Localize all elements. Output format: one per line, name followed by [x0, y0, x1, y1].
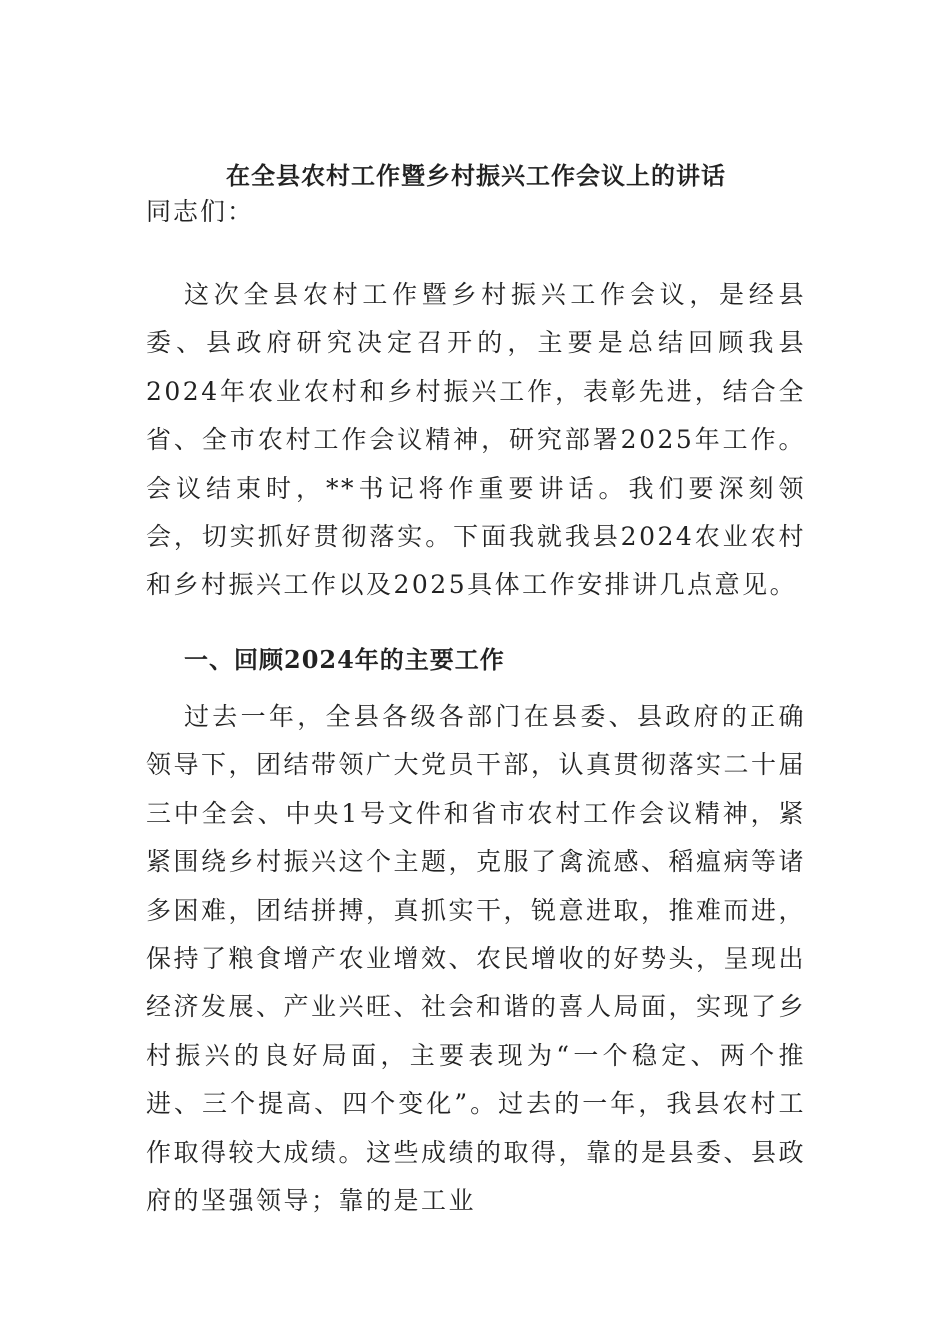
document-title: 在全县农村工作暨乡村振兴工作会议上的讲话: [226, 161, 726, 190]
paragraph-review: 过去一年，全县各级各部门在县委、县政府的正确领导下，团结带领广大党员干部，认真贯彻落实二十届三中全会、中央1号文件和省市农村工作会议精神，紧紧围绕乡村振兴这个主题，克服了禽流感、稻瘟病等诸多困难，团结拼搏，真抓实干，锐意进取，推难而进，保持了粮食增产农业增效、农民增收的好势头，呈现出经济发展、产业兴旺、社会和谐的喜人局面，实现了乡村振兴的良好局面，主要表现为“一个稳定、两个推进、三个提高、四个变化”。过去的一年，我县农村工作取得较大成绩。这些成绩的取得，靠的是县委、县政府的坚强领导；靠的是工业: [146, 702, 807, 1216]
section-heading-1: 一、回顾2024年的主要工作: [184, 645, 505, 674]
salutation: 同志们：: [146, 197, 255, 226]
paragraph-intro: 这次全县农村工作暨乡村振兴工作会议，是经县委、县政府研究决定召开的，主要是总结回顾我县2024年农业农村和乡村振兴工作，表彰先进，结合全省、全市农村工作会议精神，研究部署2025年工作。会议结束时，**书记将作重要讲话。我们要深刻领会，切实抓好贯彻落实。下面我就我县2024农业农村和乡村振兴工作以及2025具体工作安排讲几点意见。: [146, 280, 806, 600]
